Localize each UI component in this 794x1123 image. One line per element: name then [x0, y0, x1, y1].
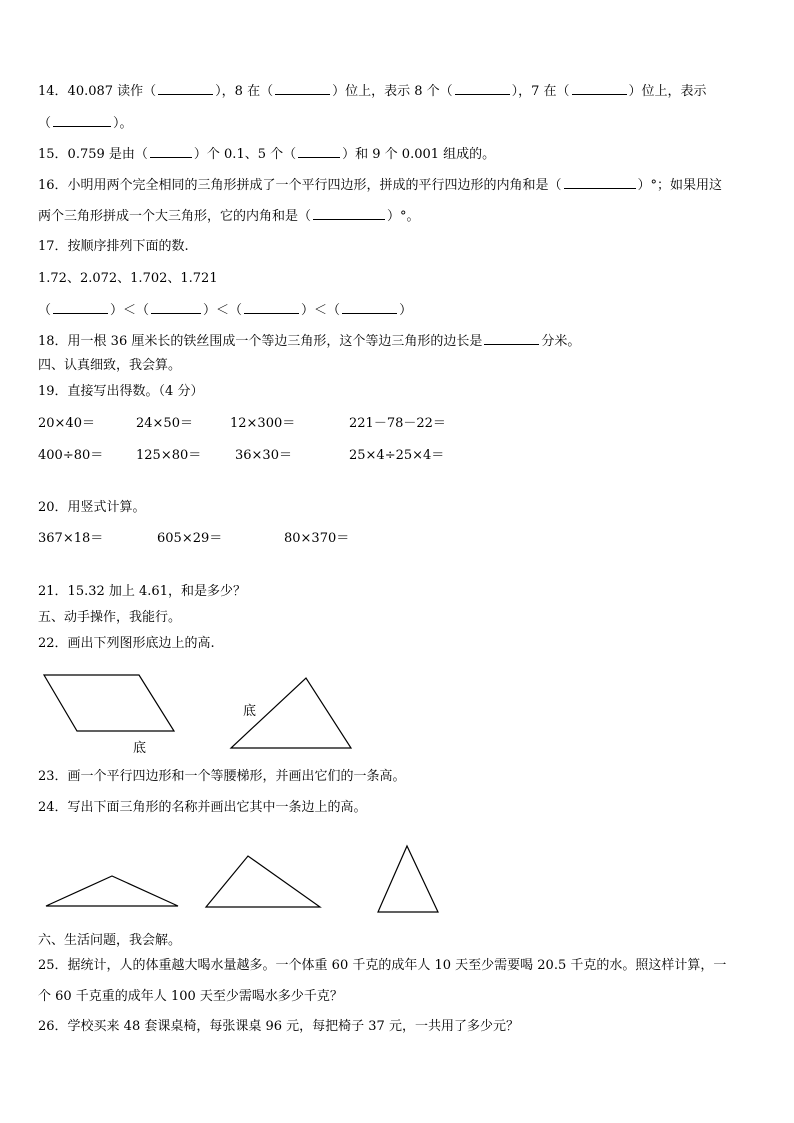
calc-item: 12×300＝ — [230, 416, 296, 431]
question-14-line-2: （ ）。 — [38, 113, 133, 134]
calc-item: 80×370＝ — [284, 531, 350, 546]
section-5-heading: 五、动手操作，我能行。 — [38, 610, 182, 625]
question-16-line-2: 两个三角形拼成一个大三角形，它的内角和是（ ）°。 — [38, 206, 420, 227]
answer-blank[interactable] — [484, 331, 539, 345]
answer-blank[interactable] — [275, 81, 330, 95]
calc-item: 36×30＝ — [235, 448, 292, 463]
answer-blank[interactable] — [342, 300, 397, 314]
calc-item: 221－78－22＝ — [349, 416, 446, 431]
question-15: 15．0.759 是由（ ）个 0.1、5 个（ ）和 9 个 0.001 组成的。 — [38, 144, 495, 165]
parallelogram — [44, 675, 174, 731]
question-14-line-1: 14．40.087 读作（ ），8 在（ ）位上，表示 8 个（ ），7 在（ ）位上，表示 — [38, 81, 707, 102]
base-label: 底 — [133, 741, 147, 756]
calc-item: 20×40＝ — [38, 416, 95, 431]
question-22: 22．画出下列图形底边上的高. — [38, 636, 215, 651]
section-4-heading: 四、认真细致，我会算。 — [38, 358, 182, 373]
answer-blank[interactable] — [150, 144, 192, 158]
question-17-numbers: 1.72、2.072、1.702、1.721 — [38, 271, 218, 286]
question-18: 18．用一根 36 厘米长的铁丝围成一个等边三角形，这个等边三角形的边长是 分米。 — [38, 331, 580, 352]
base-label: 底 — [243, 704, 257, 719]
answer-blank[interactable] — [244, 300, 299, 314]
triangle-right — [206, 856, 320, 907]
answer-blank[interactable] — [53, 300, 108, 314]
question-17: 17．按顺序排列下面的数. — [38, 239, 189, 254]
question-21: 21．15.32 加上 4.61，和是多少？ — [38, 584, 246, 599]
calc-item: 125×80＝ — [136, 448, 202, 463]
calc-item: 400÷80＝ — [38, 448, 104, 463]
question-16-line-1: 16．小明用两个完全相同的三角形拼成了一个平行四边形，拼成的平行四边形的内角和是（ ）°；如果用这 — [38, 175, 722, 196]
answer-blank[interactable] — [572, 81, 627, 95]
calc-item: 367×18＝ — [38, 531, 104, 546]
question-24: 24．写出下面三角形的名称并画出它其中一条边上的高。 — [38, 800, 367, 815]
calc-item: 24×50＝ — [136, 416, 193, 431]
question-20: 20．用竖式计算。 — [38, 500, 146, 515]
question-23: 23．画一个平行四边形和一个等腰梯形，并画出它们的一条高。 — [38, 769, 406, 784]
question-25-line-2: 个 60 千克重的成年人 100 天至少需喝水多少千克？ — [38, 989, 343, 1004]
section-6-heading: 六、生活问题，我会解。 — [38, 933, 182, 948]
answer-blank[interactable] — [313, 206, 385, 220]
question-19: 19．直接写出得数。（4 分） — [38, 384, 204, 399]
triangle-obtuse — [46, 876, 178, 906]
question-26: 26．学校买来 48 套课桌椅，每张课桌 96 元，每把椅子 37 元，一共用了多少元？ — [38, 1019, 519, 1034]
calc-item: 25×4÷25×4＝ — [349, 448, 445, 463]
answer-blank[interactable] — [53, 113, 111, 127]
answer-blank[interactable] — [158, 81, 213, 95]
question-25-line-1: 25．据统计，人的体重越大喝水量越多。一个体重 60 千克的成年人 10 天至少需要喝 20.5 千克的水。照这样计算，一 — [38, 958, 727, 973]
answer-blank[interactable] — [564, 175, 636, 189]
answer-blank[interactable] — [455, 81, 510, 95]
calc-item: 605×29＝ — [157, 531, 223, 546]
triangle-acute — [378, 846, 438, 912]
question-17-order: （ ）＜（ ）＜（ ）＜（ ） — [38, 300, 412, 321]
answer-blank[interactable] — [151, 300, 201, 314]
answer-blank[interactable] — [298, 144, 340, 158]
